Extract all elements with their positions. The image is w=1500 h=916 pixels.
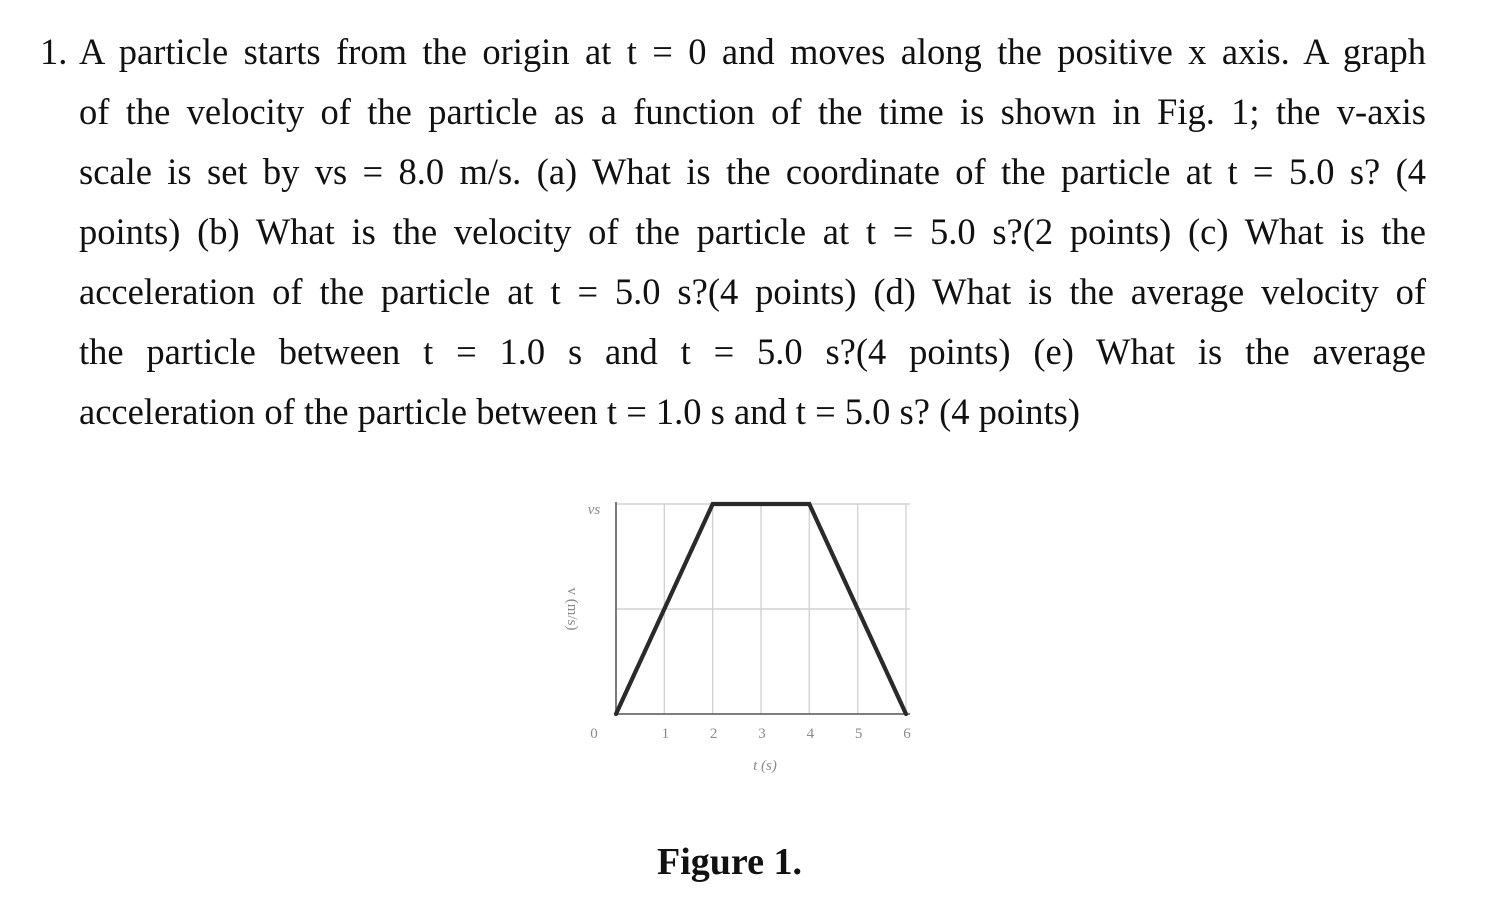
x-axis-label: t (s): [753, 758, 777, 774]
velocity-time-chart: [520, 480, 960, 800]
x-tick-label: 3: [758, 726, 766, 742]
y-tick-label-vs: vs: [587, 502, 601, 518]
problem-line-1: A particle starts from the origin at t = 0 and moves along the positive x axis. A graph: [79, 31, 1426, 72]
y-axis-label: v (m/s): [564, 587, 580, 631]
chart-axes: [616, 502, 910, 714]
velocity-time-figure: [520, 480, 960, 800]
x-tick-label: 2: [709, 726, 718, 742]
chart-grid: [616, 504, 910, 714]
problem-line-3: scale is set by vs = 8.0 m/s. (a) What is the coordinate of the particle at t = 5.0 s? (4: [79, 151, 1426, 192]
x-tick-label: 6: [903, 726, 911, 742]
problem-number: 1.: [40, 31, 68, 72]
x-tick-label: 1: [661, 726, 670, 742]
problem-line-5: acceleration of the particle at t = 5.0 s?(4 points) (d) What is the average velocity of: [79, 271, 1426, 312]
problem-line-6: the particle between t = 1.0 s and t = 5.0 s?(4 points) (e) What is the average: [79, 331, 1426, 372]
x-tick-label: 5: [854, 726, 863, 742]
problem-text: [40, 22, 1426, 442]
x-tick-label: 0: [590, 726, 598, 742]
figure-caption: Figure 1.: [657, 841, 802, 883]
problem-line-4: points) (b) What is the velocity of the particle at t = 5.0 s?(2 points) (c) What is the: [79, 211, 1426, 252]
x-tick-label: 4: [806, 726, 815, 742]
problem-line-2: of the velocity of the particle as a function of the time is shown in Fig. 1; the v-axis: [79, 91, 1426, 132]
problem-paragraph: [79, 22, 1426, 442]
problem-line-7: acceleration of the particle between t = 1.0 s and t = 5.0 s? (4 points): [79, 391, 1080, 432]
